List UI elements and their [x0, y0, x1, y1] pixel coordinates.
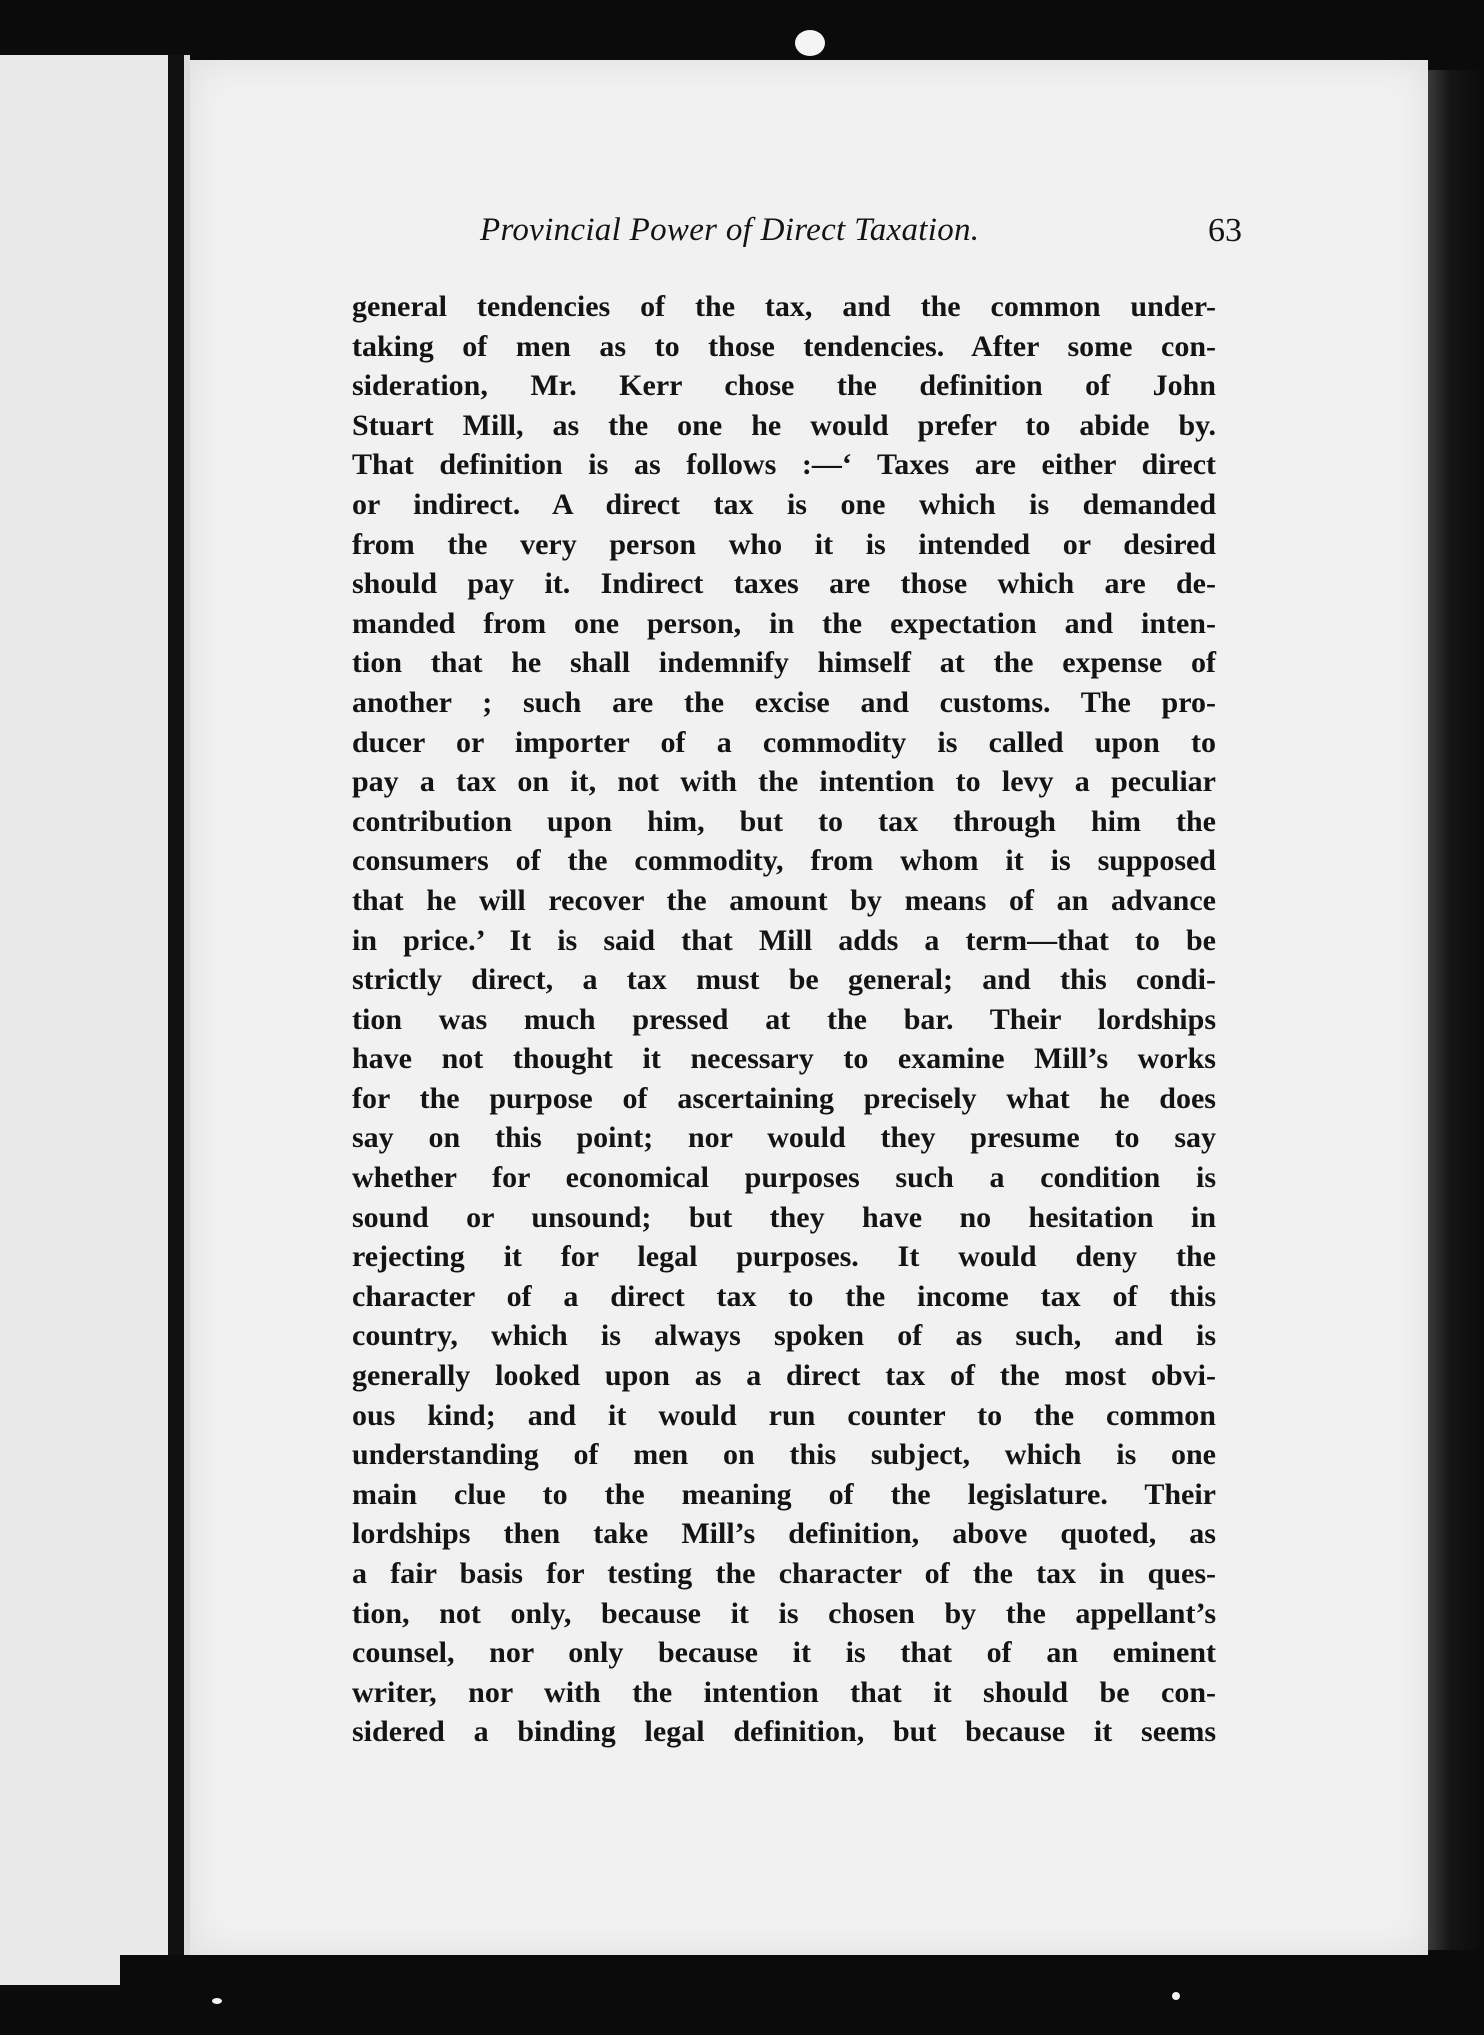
text-line: ducer or importer of a commodity is called upon to [352, 725, 1216, 759]
running-title: Provincial Power of Direct Taxation. [480, 212, 980, 248]
text-line: or indirect. A direct tax is one which is demanded [352, 487, 1216, 521]
running-header [480, 212, 1242, 272]
text-line: manded from one person, in the expectation and inten- [352, 606, 1216, 640]
text-line: rejecting it for legal purposes. It would deny the [352, 1240, 1216, 1274]
body-text [352, 287, 1216, 1752]
text-line: that he will recover the amount by means of an advance [352, 883, 1216, 917]
dust-speck [1172, 1992, 1180, 2000]
text-line: in price.’ It is said that Mill adds a term—that to be [352, 923, 1216, 957]
text-line: writer, nor with the intention that it should be con- [352, 1675, 1216, 1709]
text-line: whether for economical purposes such a condition is [352, 1161, 1216, 1195]
text-line: tion was much pressed at the bar. Their lordships [352, 1002, 1216, 1036]
scan-background-bottom [120, 1955, 1484, 2035]
dust-speck [795, 30, 825, 56]
text-line: That definition is as follows :—‘ Taxes are either direct [352, 448, 1216, 482]
text-line: Stuart Mill, as the one he would prefer to abide by. [352, 408, 1216, 442]
text-line: counsel, nor only because it is that of an eminent [352, 1636, 1216, 1670]
text-line: country, which is always spoken of as such, and is [352, 1319, 1216, 1353]
text-line: taking of men as to those tendencies. After some con- [352, 329, 1216, 363]
text-line: sideration, Mr. Kerr chose the definition of John [352, 369, 1216, 403]
page-stack-edge [1428, 70, 1484, 1950]
text-line: consumers of the commodity, from whom it is supposed [352, 844, 1216, 878]
text-line: generally looked upon as a direct tax of the most obvi- [352, 1359, 1216, 1393]
text-line: sidered a binding legal definition, but because it seems [352, 1715, 1216, 1749]
book-spine-shadow [168, 55, 184, 1985]
text-line: tion, not only, because it is chosen by the appellant’s [352, 1596, 1216, 1630]
text-line: say on this point; nor would they presume to say [352, 1121, 1216, 1155]
text-line: strictly direct, a tax must be general; and this condi- [352, 963, 1216, 997]
text-line: main clue to the meaning of the legislature. Their [352, 1477, 1216, 1511]
text-line: contribution upon him, but to tax through him the [352, 804, 1216, 838]
text-line: lordships then take Mill’s definition, above quoted, as [352, 1517, 1216, 1551]
dust-speck [212, 1998, 222, 2004]
text-line: have not thought it necessary to examine Mill’s works [352, 1042, 1216, 1076]
facing-page-edge [0, 55, 168, 1985]
text-line: pay a tax on it, not with the intention to levy a peculiar [352, 765, 1216, 799]
text-line: another ; such are the excise and customs. The pro- [352, 685, 1216, 719]
text-line: ous kind; and it would run counter to the common [352, 1398, 1216, 1432]
text-line: understanding of men on this subject, which is one [352, 1438, 1216, 1472]
text-line: a fair basis for testing the character of the tax in ques- [352, 1557, 1216, 1590]
text-line: should pay it. Indirect taxes are those which are de- [352, 567, 1216, 601]
text-line: character of a direct tax to the income tax of this [352, 1279, 1216, 1313]
text-line: for the purpose of ascertaining precisely what he does [352, 1081, 1216, 1115]
text-line: from the very person who it is intended or desired [352, 527, 1216, 561]
text-line: tion that he shall indemnify himself at the expense of [352, 646, 1216, 680]
text-line: sound or unsound; but they have no hesitation in [352, 1200, 1216, 1234]
page-number: 63 [1208, 212, 1242, 249]
text-line: general tendencies of the tax, and the common under- [352, 290, 1216, 323]
